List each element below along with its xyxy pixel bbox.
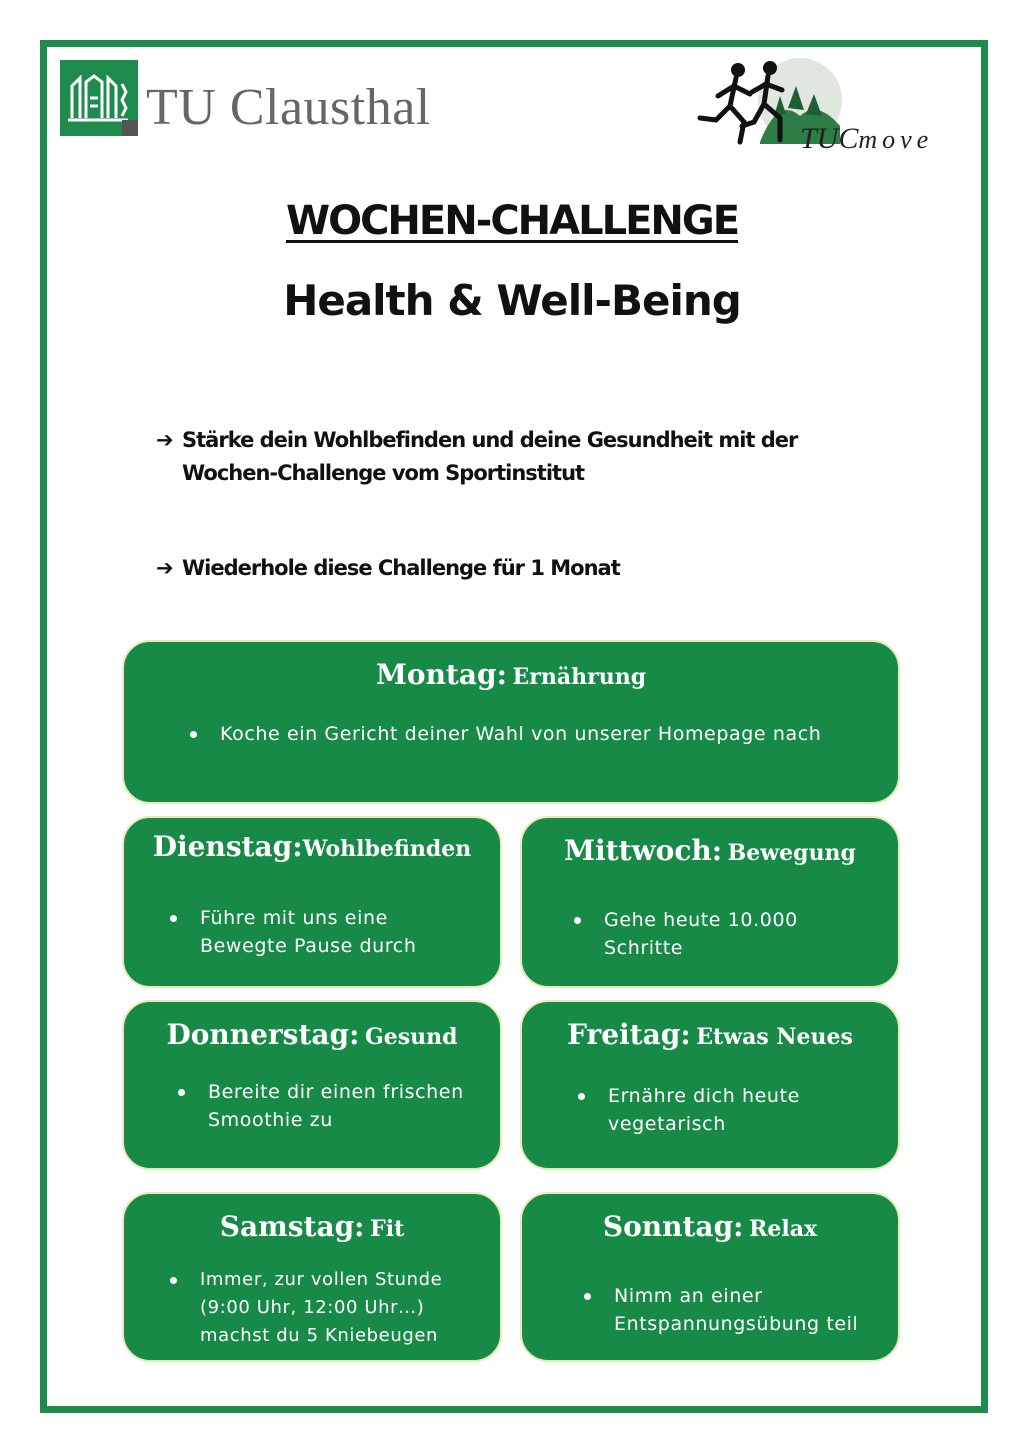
day-task bbox=[604, 906, 834, 962]
day-task-text: Bereite dir einen frischen Smoothie zu bbox=[208, 1081, 464, 1131]
day-topic: Gesund bbox=[365, 1024, 458, 1050]
tu-logo-dot bbox=[122, 120, 138, 136]
tu-logo-name: TU Clausthal bbox=[146, 79, 431, 136]
day-card-samstag bbox=[122, 1192, 502, 1362]
intro-text-1: Stärke dein Wohlbefinden und deine Gesundheit mit der Wochen-Challenge vom Sportinstitut bbox=[182, 428, 798, 485]
tucmove-wordmark bbox=[800, 122, 933, 156]
day-topic: Relax bbox=[749, 1216, 818, 1242]
bullet-icon bbox=[574, 917, 581, 924]
bullet-icon bbox=[170, 1277, 177, 1284]
day-card-heading bbox=[522, 1210, 898, 1243]
day-card-heading bbox=[124, 1018, 500, 1051]
arrow-right-icon: ➔ bbox=[156, 556, 173, 580]
day-card-mittwoch bbox=[520, 816, 900, 988]
day-topic: Etwas Neues bbox=[696, 1024, 853, 1050]
day-task-text: Gehe heute 10.000 Schritte bbox=[604, 909, 798, 959]
day-label: Donnerstag: bbox=[166, 1018, 360, 1051]
tu-clausthal-logo bbox=[60, 60, 490, 140]
day-label: Dienstag: bbox=[152, 830, 303, 863]
day-label: Montag: bbox=[375, 658, 507, 691]
arrow-right-icon: ➔ bbox=[156, 428, 173, 452]
intro-text-2: Wiederhole diese Challenge für 1 Monat bbox=[182, 556, 620, 580]
tucmove-logo bbox=[688, 56, 978, 166]
page-title bbox=[0, 198, 1024, 244]
day-label: Sonntag: bbox=[602, 1210, 744, 1243]
bullet-icon bbox=[578, 1093, 585, 1100]
day-task-text: Koche ein Gericht deiner Wahl von unserer Homepage nach bbox=[220, 723, 822, 745]
day-task-text: Immer, zur vollen Stunde (9:00 Uhr, 12:00 Uhr…) machst du 5 Kniebeugen bbox=[200, 1269, 443, 1346]
day-task bbox=[608, 1082, 828, 1138]
day-card-heading bbox=[124, 1210, 500, 1243]
day-topic: Wohlbefinden bbox=[302, 836, 472, 862]
day-task bbox=[200, 904, 470, 960]
tucmove-brand: TUC bbox=[800, 122, 859, 155]
day-task bbox=[208, 1078, 478, 1134]
day-card-heading bbox=[522, 834, 898, 867]
day-topic: Ernährung bbox=[512, 664, 647, 690]
day-task-text: Führe mit uns eine Bewegte Pause durch bbox=[200, 907, 417, 957]
intro-line-1 bbox=[156, 424, 896, 490]
day-task bbox=[220, 720, 870, 748]
day-task bbox=[614, 1282, 884, 1338]
day-task bbox=[200, 1266, 490, 1350]
day-task-text: Ernähre dich heute vegetarisch bbox=[608, 1085, 800, 1135]
day-card-heading bbox=[124, 830, 500, 863]
day-card-heading bbox=[124, 658, 898, 691]
day-topic: Fit bbox=[370, 1216, 405, 1242]
bullet-icon bbox=[178, 1089, 185, 1096]
day-card-montag bbox=[122, 640, 900, 804]
day-label: Samstag: bbox=[219, 1210, 365, 1243]
day-label: Mittwoch: bbox=[564, 834, 723, 867]
day-card-dienstag bbox=[122, 816, 502, 988]
day-card-sonntag bbox=[520, 1192, 900, 1362]
day-topic: Bewegung bbox=[727, 840, 856, 866]
page-subtitle: Health & Well-Being bbox=[283, 276, 741, 325]
intro-line-2 bbox=[156, 552, 896, 585]
day-label: Freitag: bbox=[567, 1018, 691, 1051]
day-card-heading bbox=[522, 1018, 898, 1051]
tucmove-suffix: move bbox=[858, 125, 934, 154]
day-card-freitag bbox=[520, 1000, 900, 1170]
day-task-text: Nimm an einer Entspannungsübung teil bbox=[614, 1285, 859, 1335]
bullet-icon bbox=[190, 731, 197, 738]
day-card-donnerstag bbox=[122, 1000, 502, 1170]
page-title-text: WOCHEN-CHALLENGE bbox=[285, 198, 739, 244]
bullet-icon bbox=[170, 915, 177, 922]
bullet-icon bbox=[584, 1293, 591, 1300]
